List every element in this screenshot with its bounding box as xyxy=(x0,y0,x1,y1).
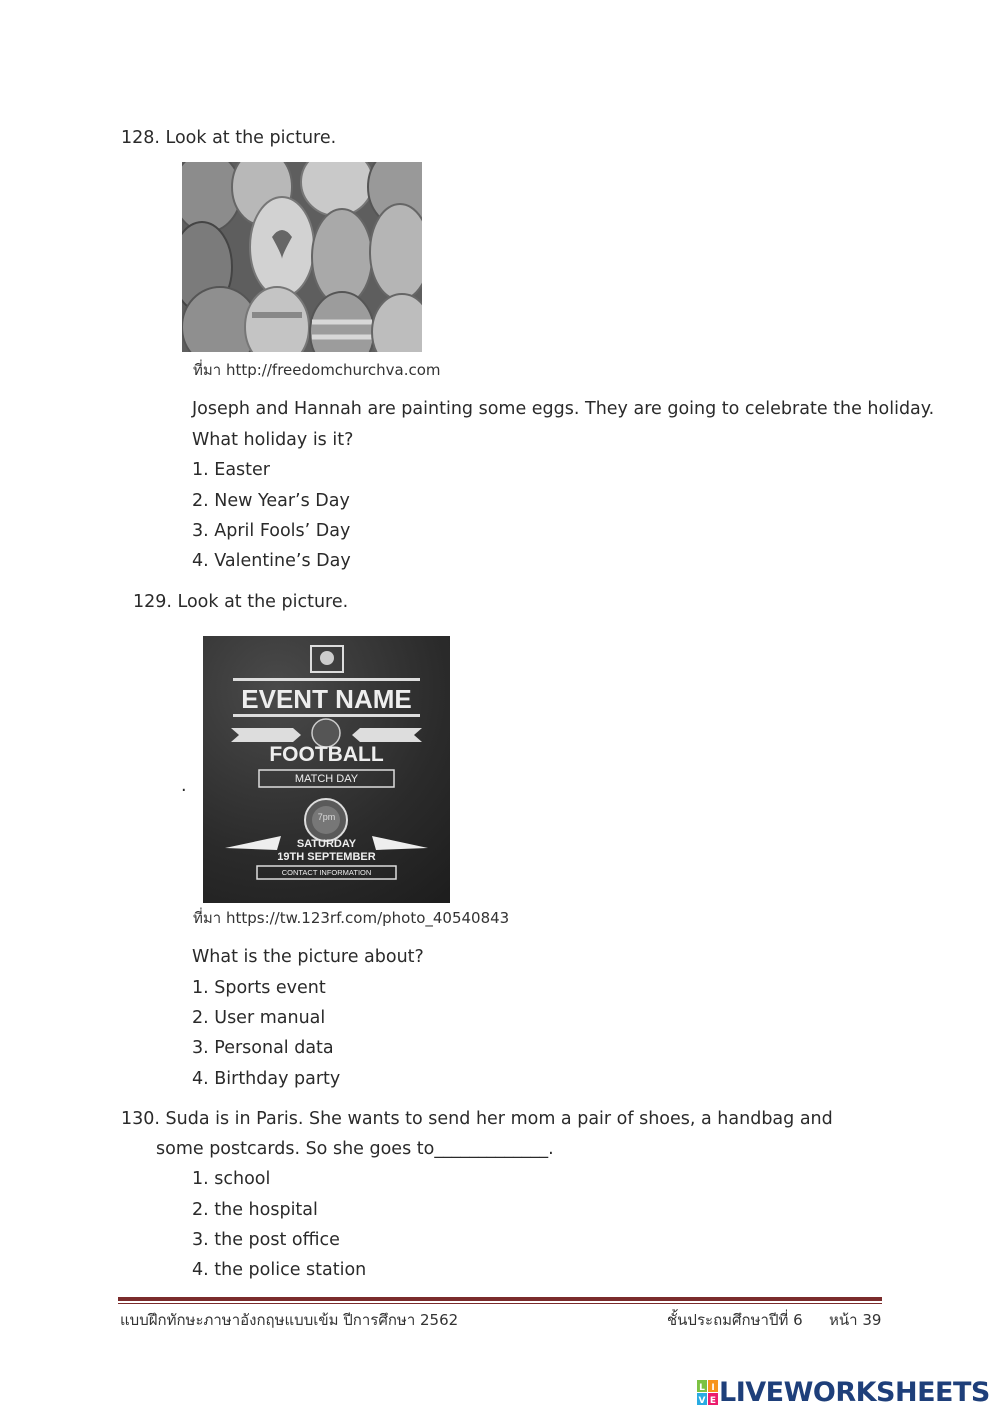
easter-eggs-illustration xyxy=(182,162,422,352)
liveworksheets-wordmark: LIVEWORKSHEETS xyxy=(719,1377,990,1408)
poster-match-day: MATCH DAY xyxy=(294,773,359,785)
q128-option-3: 3. April Fools’ Day xyxy=(192,521,351,541)
q129-option-2: 2. User manual xyxy=(192,1008,326,1028)
q130-option-4: 4. the police station xyxy=(192,1260,367,1280)
poster-contact: CONTACT INFORMATION xyxy=(281,868,372,877)
q129-source: ที่มา https://tw.123rf.com/photo_40540843 xyxy=(193,909,510,927)
q128-option-4: 4. Valentine’s Day xyxy=(192,551,351,571)
q130-stem-line2: some postcards. So she goes to_____________. xyxy=(156,1139,554,1159)
q129-stem: What is the picture about? xyxy=(192,947,424,967)
poster-event-name: EVENT NAME xyxy=(241,684,412,714)
q128-stem-line2: What holiday is it? xyxy=(192,430,354,450)
badge-letter-l: L xyxy=(699,1383,705,1393)
q128-stem-line1: Joseph and Hannah are painting some eggs. They are going to celebrate the holiday. xyxy=(192,399,935,419)
q130-option-3: 3. the post office xyxy=(192,1230,340,1250)
footer-title: แบบฝึกทักษะภาษาอังกฤษแบบเข้ม ปีการศึกษา 2562 xyxy=(120,1311,459,1329)
badge-letter-e: E xyxy=(709,1396,717,1406)
liveworksheets-badge-icon xyxy=(697,1380,719,1406)
q128-option-2: 2. New Year’s Day xyxy=(192,491,350,511)
q129-option-4: 4. Birthday party xyxy=(192,1069,341,1089)
q129-option-1: 1. Sports event xyxy=(192,978,326,998)
poster-time: 7pm xyxy=(317,812,336,822)
poster-date: 19TH SEPTEMBER xyxy=(277,851,376,863)
q128-prompt: 128. Look at the picture. xyxy=(121,128,337,148)
q129-option-3: 3. Personal data xyxy=(192,1038,334,1058)
poster-day: SATURDAY xyxy=(296,838,357,850)
q130-stem-line1: 130. Suda is in Paris. She wants to send her mom a pair of shoes, a handbag and xyxy=(121,1109,833,1129)
q129-dot: . xyxy=(181,776,187,796)
q130-option-1: 1. school xyxy=(192,1169,271,1189)
badge-letter-i: I xyxy=(711,1383,715,1393)
footer-page-number: หน้า 39 xyxy=(829,1311,882,1329)
football-poster-image xyxy=(203,636,450,903)
poster-football: FOOTBALL xyxy=(269,743,384,766)
q128-option-1: 1. Easter xyxy=(192,460,270,480)
footer-rule-thin xyxy=(118,1303,882,1304)
footer-rule-thick xyxy=(118,1297,882,1301)
q129-prompt: 129. Look at the picture. xyxy=(133,592,349,612)
q130-option-2: 2. the hospital xyxy=(192,1200,318,1220)
easter-eggs-image xyxy=(182,162,422,352)
q128-source: ที่มา http://freedomchurchva.com xyxy=(193,361,441,379)
footer-grade: ชั้นประถมศึกษาปีที่ 6 xyxy=(667,1311,803,1329)
badge-letter-v: V xyxy=(698,1396,706,1406)
